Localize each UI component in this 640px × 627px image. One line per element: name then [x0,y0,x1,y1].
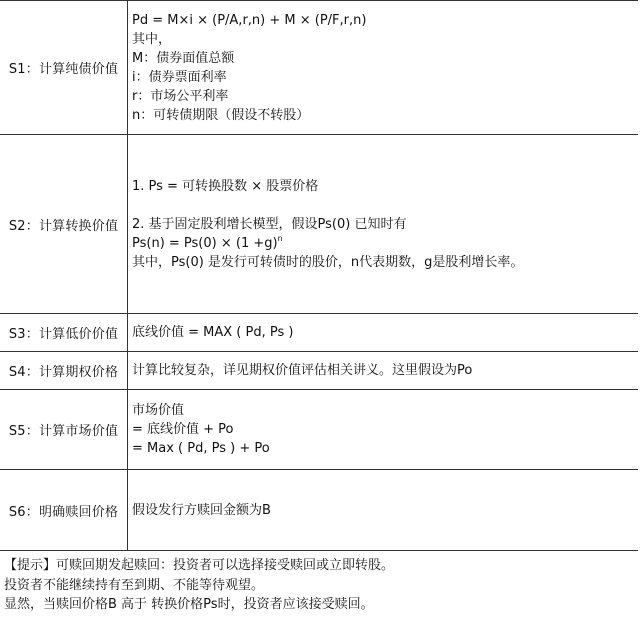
step-label: S2：计算转换价值 [0,135,128,314]
step-label: S1：计算纯债价值 [0,1,128,135]
step-content [128,390,639,470]
step-text-line: 底线价值 = MAX ( Pd, Ps ) [132,325,294,340]
table-row [0,1,638,135]
step-label: S4：计算期权价格 [0,352,128,390]
table-row [0,135,638,314]
formula-exponent: n [277,233,283,243]
step-text-line: 假设发行方赎回金额为B [132,502,271,518]
step-content [128,135,639,314]
formula-line [132,234,638,253]
step-content [128,1,639,135]
step-content [128,470,639,551]
step-content [128,352,639,390]
step-text-line: r：市场公平利率 [132,88,229,104]
step-text-line: 其中，Ps(0) 是发行可转债时的股价，n代表期数，g是股利增长率。 [132,254,524,270]
tip-line: 【提示】可赎回期发起赎回：投资者可以选择接受赎回或立即转股。 [4,558,395,573]
step-text-line: M：债券面值总额 [132,50,235,66]
step-text-line: 2. 基于固定股利增长模型，假设Ps(0) 已知时有 [132,216,407,232]
table-row [0,352,638,390]
formula-base: Ps(n) = Ps(0) × (1 +g) [132,235,278,251]
step-text-line: = 底线价值 + Po [132,422,234,437]
step-content [128,314,639,352]
table-row [0,390,638,470]
step-text-line: 其中， [132,31,172,47]
table-row [0,470,638,551]
step-text-line: 1. Ps = 可转换股数 × 股票价格 [132,178,319,194]
step-label: S5：计算市场价值 [0,390,128,470]
step-text-line: n：可转债期限（假设不转股） [132,107,310,123]
step-label: S6：明确赎回价格 [0,470,128,551]
tip-note [4,556,638,615]
tip-line: 显然，当赎回价格B 高于 转换价格Ps时，投资者应该接受赎回。 [4,597,374,612]
tip-line: 投资者不能继续持有至到期、不能等待观望。 [4,577,265,593]
table-row [0,314,638,352]
step-text-line: = Max ( Pd, Ps ) + Po [132,441,270,456]
step-text-line: 市场价值 [132,403,185,418]
step-text-line: i：债券票面利率 [132,69,227,85]
step-text-line: Pd = M×i × (P/A,r,n) + M × (P/F,r,n) [132,12,367,28]
step-text-line: 计算比较复杂，详见期权价值评估相关讲义。这里假设为Po [132,363,473,378]
step-label: S3：计算低价价值 [0,314,128,352]
